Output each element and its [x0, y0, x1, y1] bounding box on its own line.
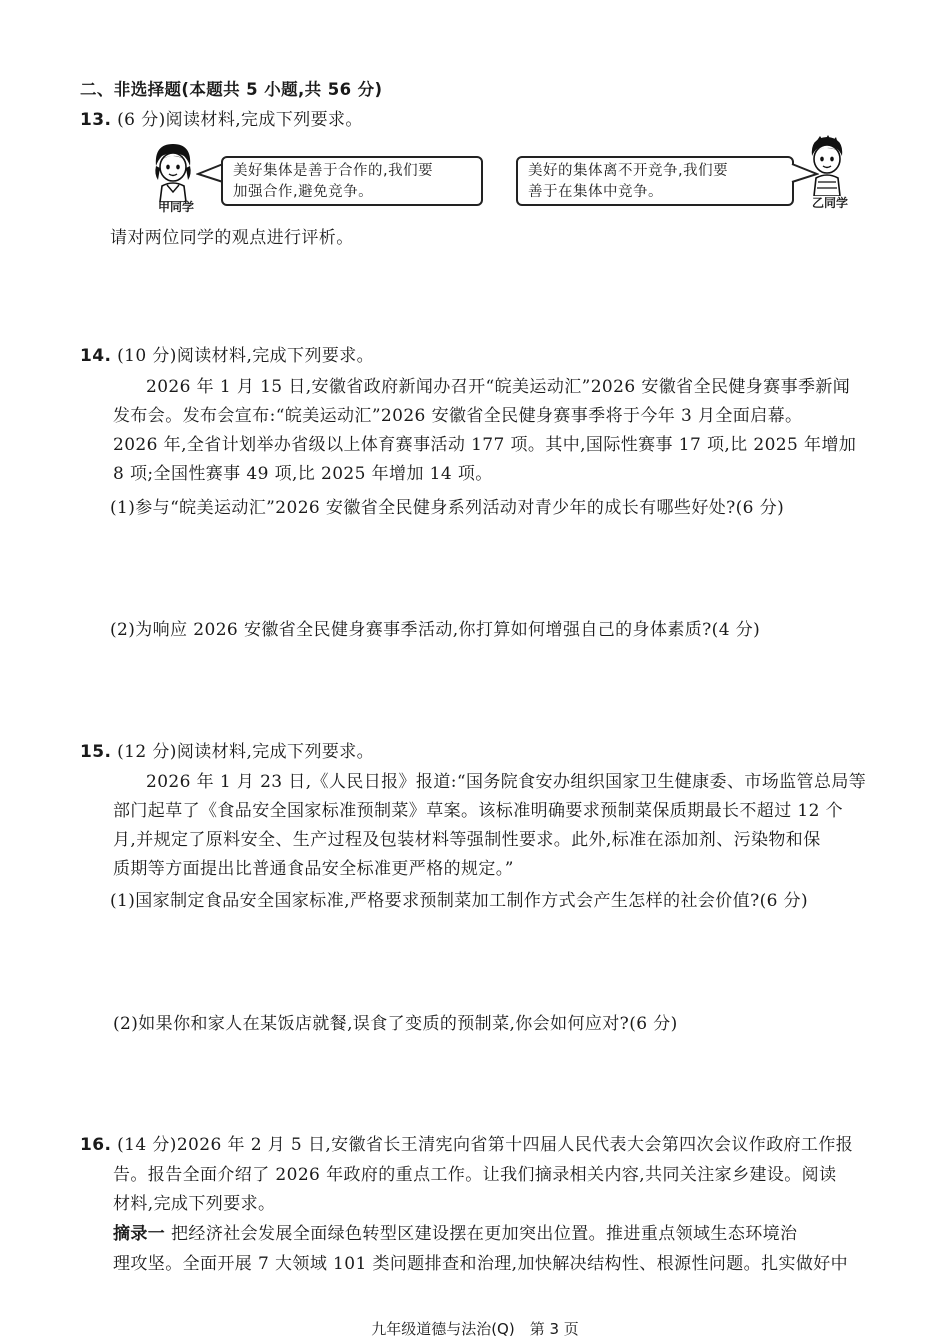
- question-13-number: 13.: [80, 110, 112, 130]
- question-14-material-line-4: 8 项;全国性赛事 49 项,比 2025 年增加 14 项。: [113, 464, 493, 484]
- question-15-material-line-2: 部门起草了《食品安全国家标准预制菜》草案。该标准明确要求预制菜保质期最长不超过 12 个: [113, 801, 844, 821]
- question-16-intro-line-3: 材料,完成下列要求。: [113, 1194, 276, 1214]
- student-b-caption: 乙同学: [812, 196, 849, 210]
- question-15-sub-1: (1)国家制定食品安全国家标准,严格要求预制菜加工制作方式会产生怎样的社会价值?(6 分): [110, 891, 809, 911]
- question-16-number: 16.: [80, 1135, 112, 1155]
- speech-bubble-tail-left: [196, 162, 224, 184]
- question-16-excerpt-1-line-1: [113, 1222, 797, 1246]
- question-13-intro-text: (6 分)阅读材料,完成下列要求。: [117, 110, 363, 130]
- student-a-line-2: 加强合作,避免竞争。: [233, 184, 374, 200]
- question-13-intro: [80, 108, 363, 132]
- question-15-intro-text: (12 分)阅读材料,完成下列要求。: [117, 742, 375, 762]
- student-a-caption: 甲同学: [158, 200, 195, 214]
- question-14-material-line-1: 2026 年 1 月 15 日,安徽省政府新闻办召开“皖美运动汇”2026 安徽省全民健身赛事季新闻: [146, 377, 851, 397]
- question-16-intro-line-2: 告。报告全面介绍了 2026 年政府的重点工作。让我们摘录相关内容,共同关注家乡建设。阅读: [113, 1165, 837, 1185]
- student-b-line-2: 善于在集体中竞争。: [528, 184, 663, 200]
- student-b-line-1: 美好的集体离不开竞争,我们要: [528, 163, 729, 179]
- question-14-sub-2: (2)为响应 2026 安徽省全民健身赛事季活动,你打算如何增强自己的身体素质?(4 分): [110, 620, 761, 640]
- question-14-sub-1: (1)参与“皖美运动汇”2026 安徽省全民健身系列活动对青少年的成长有哪些好处?(6 分): [110, 498, 785, 518]
- question-15-material-line-1: 2026 年 1 月 23 日,《人民日报》报道:“国务院食安办组织国家卫生健康委、市场监管总局等: [146, 772, 867, 792]
- student-a-line-1: 美好集体是善于合作的,我们要: [233, 163, 434, 179]
- question-15-material-line-3: 月,并规定了原料安全、生产过程及包装材料等强制性要求。此外,标准在添加剂、污染物和保: [113, 830, 821, 850]
- question-15-intro: [80, 740, 374, 764]
- question-13-prompt: 请对两位同学的观点进行评析。: [110, 228, 354, 248]
- section-heading: 二、非选择题(本题共 5 小题,共 56 分): [80, 80, 383, 99]
- student-a-speech-bubble: [221, 156, 483, 206]
- question-15-material-line-4: 质期等方面提出比普通食品安全标准更严格的规定。”: [113, 859, 514, 879]
- question-14-intro-text: (10 分)阅读材料,完成下列要求。: [117, 346, 375, 366]
- excerpt-1-text: 把经济社会发展全面绿色转型区建设摆在更加突出位置。推进重点领域生态环境治: [171, 1224, 798, 1244]
- page-footer: 九年级道德与法治(Q) 第 3 页: [371, 1320, 579, 1338]
- question-15-sub-2: (2)如果你和家人在某饭店就餐,误食了变质的预制菜,你会如何应对?(6 分): [113, 1014, 678, 1034]
- student-b-speech-bubble: [516, 156, 794, 206]
- question-14-material-line-2: 发布会。发布会宣布:“皖美运动汇”2026 安徽省全民健身赛事季将于今年 3 月全面启幕。: [113, 406, 803, 426]
- question-16-intro: [80, 1133, 853, 1157]
- question-14-material-line-3: 2026 年,全省计划举办省级以上体育赛事活动 177 项。其中,国际性赛事 17 项,比 2025 年增加: [113, 435, 857, 455]
- boy-student-icon: [802, 134, 852, 196]
- question-15-number: 15.: [80, 742, 112, 762]
- question-14-intro: [80, 344, 374, 368]
- question-16-intro-text: (14 分)2026 年 2 月 5 日,安徽省长王清宪向省第十四届人民代表大会第四次会议作政府工作报: [117, 1135, 854, 1155]
- girl-student-icon: [148, 140, 198, 202]
- question-14-number: 14.: [80, 346, 112, 366]
- excerpt-label: 摘录一: [113, 1224, 166, 1244]
- question-16-excerpt-1-line-2: 理攻坚。全面开展 7 大领域 101 类问题排查和治理,加快解决结构性、根源性问题。扎实做好中: [113, 1254, 849, 1274]
